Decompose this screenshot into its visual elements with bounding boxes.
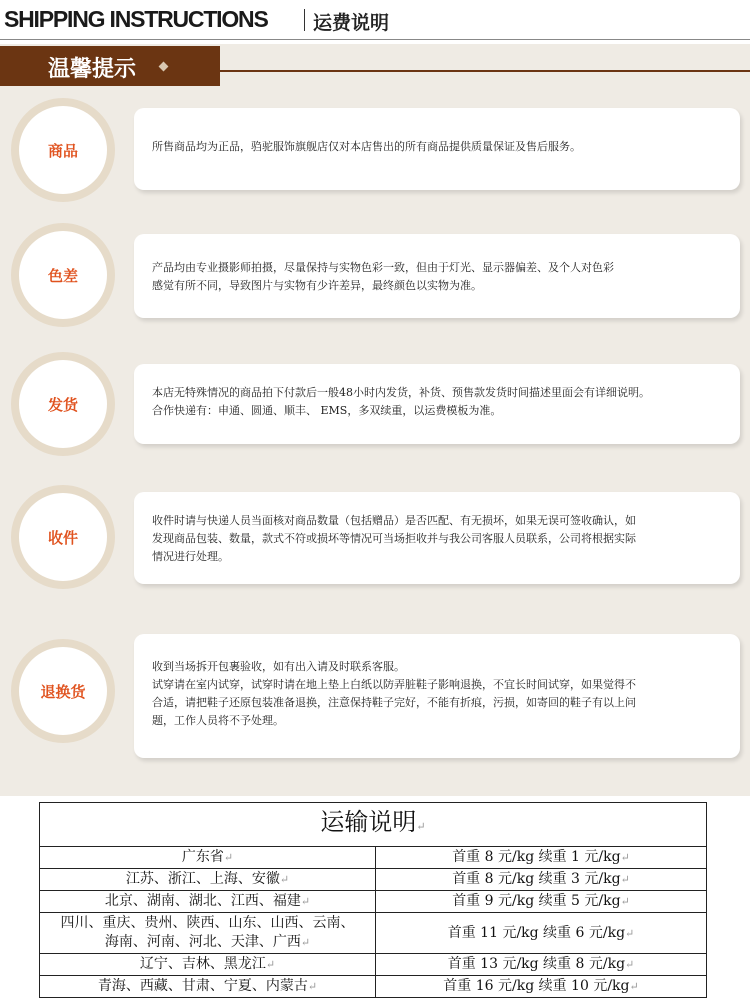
card-text: 感觉有所不同，导致图片与实物有少许差异，最终颜色以实物为准。 — [152, 279, 482, 292]
tips-section — [0, 44, 750, 796]
badge-shipping — [11, 352, 115, 456]
fee-cell: 首重 8 元/kg 续重 1 元/kg↵ — [376, 847, 707, 869]
badge-label: 发货 — [47, 395, 78, 414]
badge-label: 商品 — [47, 141, 78, 160]
badge-goods — [11, 98, 115, 202]
card-receive — [134, 492, 740, 584]
table-row — [40, 954, 707, 976]
fee-cell: 首重 11 元/kg 续重 6 元/kg↵ — [376, 913, 707, 954]
card-text: 发现商品包装、数量，款式不符或损坏等情况可当场拒收并与我公司客服人员联系，公司将根据实际 — [152, 532, 636, 545]
card-return — [134, 634, 740, 758]
badge-receive — [11, 485, 115, 589]
card-shipping — [134, 364, 740, 444]
page-title-zh: 运费说明 — [313, 12, 390, 34]
badge-return — [11, 639, 115, 743]
shipping-table-title: 运输说明↵ — [40, 803, 707, 847]
card-text: 收件时请与快递人员当面核对商品数量（包括赠品）是否匹配、有无损坏，如果无误可签收确认，如 — [152, 514, 636, 527]
card-text: 产品均由专业摄影师拍摄，尽量保持与实物色彩一致，但由于灯光、显示器偏差、及个人对色彩 — [152, 261, 614, 274]
section-tab-rule — [220, 70, 750, 72]
fee-cell: 首重 9 元/kg 续重 5 元/kg↵ — [376, 891, 707, 913]
card-text: 试穿请在室内试穿，试穿时请在地上垫上白纸以防弄脏鞋子影响退换，不宜长时间试穿，如果觉得不 — [152, 678, 636, 691]
section-tab-label: 温馨提示 — [48, 57, 137, 82]
page-title-en: SHIPPING INSTRUCTIONS — [4, 6, 268, 32]
region-cell: 四川、重庆、贵州、陕西、山东、山西、云南、 海南、河南、河北、天津、广西↵ — [40, 913, 376, 954]
diamond-icon — [159, 62, 169, 72]
card-text: 所售商品均为正品，驺驼服饰旗舰店仅对本店售出的所有商品提供质量保证及售后服务。 — [152, 140, 581, 153]
region-cell: 江苏、浙江、上海、安徽↵ — [40, 869, 376, 891]
header-rule — [0, 39, 750, 40]
badge-label: 色差 — [47, 266, 78, 285]
region-cell: 北京、湖南、湖北、江西、福建↵ — [40, 891, 376, 913]
card-text: 情况进行处理。 — [152, 550, 229, 563]
table-row — [40, 891, 707, 913]
card-color — [134, 234, 740, 318]
section-tab — [0, 46, 220, 86]
card-text: 本店无特殊情况的商品拍下付款后一般48小时内发货，补货、预售款发货时间描述里面会有详细说明。 — [152, 386, 650, 399]
shipping-table — [39, 802, 707, 998]
table-row — [40, 847, 707, 869]
region-cell: 辽宁、吉林、黑龙江↵ — [40, 954, 376, 976]
fee-cell: 首重 16 元/kg 续重 10 元/kg↵ — [376, 976, 707, 998]
table-row — [40, 976, 707, 998]
card-text: 题，工作人员将不予处理。 — [152, 714, 284, 727]
region-cell: 青海、西藏、甘肃、宁夏、内蒙古↵ — [40, 976, 376, 998]
title-divider — [304, 9, 305, 31]
card-text: 合适，请把鞋子还原包装准备退换，注意保持鞋子完好，不能有折痕，污损，如寄回的鞋子有以上问 — [152, 696, 636, 709]
page-header — [0, 0, 750, 40]
table-row — [40, 913, 707, 954]
badge-color — [11, 223, 115, 327]
fee-cell: 首重 8 元/kg 续重 3 元/kg↵ — [376, 869, 707, 891]
card-goods — [134, 108, 740, 190]
badge-label: 收件 — [47, 528, 78, 547]
region-cell: 广东省↵ — [40, 847, 376, 869]
card-text: 收到当场拆开包裹验收，如有出入请及时联系客服。 — [152, 660, 405, 673]
fee-cell: 首重 13 元/kg 续重 8 元/kg↵ — [376, 954, 707, 976]
badge-label: 退换货 — [40, 682, 86, 701]
card-text: 合作快递有：申通、圆通、顺丰、 EMS，多双续重，以运费模板为准。 — [152, 404, 502, 417]
table-row — [40, 869, 707, 891]
